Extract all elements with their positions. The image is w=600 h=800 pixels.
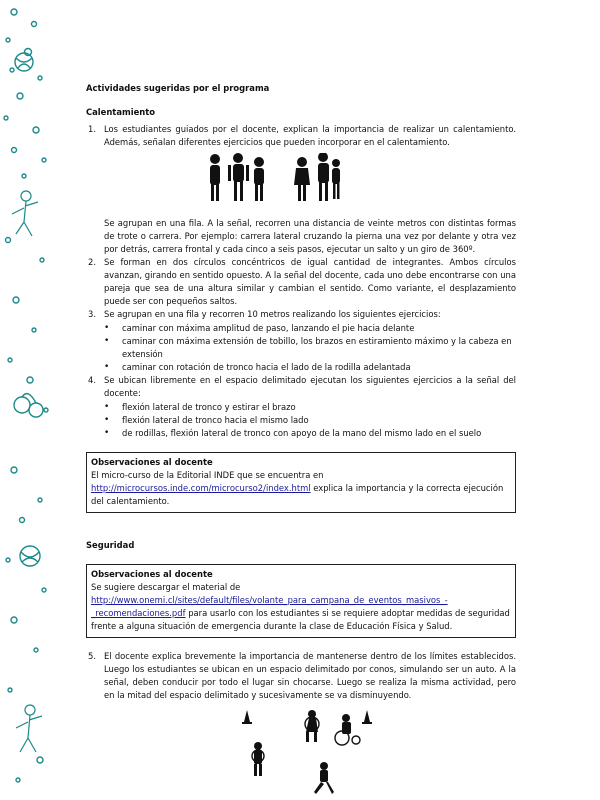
- item-5-text: El docente explica brevemente la importancia de mantenerse dentro de los límites establecidos. Luego los estudiantes se ubican en un espacio delimitado por conos, simulando ser un auto. A la señal, deben conducir por todo el lugar sin chocarse. Luego se realiza la misma actividad, pero en la mitad del espacio delimitado y sucesivamente se va disminuyendo.: [104, 651, 516, 700]
- bullet-item: • de rodillas, flexión lateral de tronco con apoyo de la mano del mismo lado en el suelo: [104, 427, 516, 440]
- warmup-heading: Calentamiento: [86, 107, 155, 117]
- list-item-1: [86, 123, 516, 256]
- children-figure: [104, 153, 516, 209]
- list-item-2: [86, 256, 516, 308]
- item-number: 2.: [88, 257, 96, 267]
- inde-link[interactable]: http://microcursos.inde.com/microcurso2/index.html: [91, 483, 311, 493]
- bullet-item: • flexión lateral de tronco hacia el mismo lado: [104, 414, 516, 427]
- page-content: [86, 82, 516, 800]
- onemi-link[interactable]: http://www.onemi.cl/sites/default/files/volante_para_campana_de_eventos_masivos_-_recomendaciones.pdf: [91, 595, 448, 618]
- item-4-bullets: [86, 401, 516, 440]
- bullet-item: • flexión lateral de tronco y estirar el brazo: [104, 401, 516, 414]
- teacher-notes-box: [86, 564, 516, 638]
- item-number: 4.: [88, 375, 96, 385]
- item-1-text-a: Los estudiantes guiados por el docente, explican la importancia de realizar un calentamiento. Además, señalan diferentes ejercicios que pueden incorporar en el calentamiento.: [104, 124, 516, 147]
- bullet-item: • caminar con rotación de tronco hacia el lado de la rodilla adelantada: [104, 361, 516, 374]
- item-number: 1.: [88, 124, 96, 134]
- teacher-notes-text: [91, 469, 511, 508]
- children-silhouettes-image: [206, 153, 341, 205]
- teacher-notes-title: Observaciones al docente: [91, 569, 213, 579]
- teacher-notes-title: Observaciones al docente: [91, 457, 213, 467]
- teacher-notes-line: Se sugiere descargar el material de: [91, 582, 241, 592]
- security-heading: Seguridad: [86, 540, 135, 550]
- driving-game-figure: [86, 708, 516, 800]
- item-number: 3.: [88, 309, 96, 319]
- teacher-notes-line: explica la importancia y la correcta ejecución del calentamiento.: [91, 483, 504, 506]
- cones-and-children-image: [206, 708, 396, 800]
- list-item-3: [86, 308, 516, 321]
- page-title: Actividades sugeridas por el programa: [86, 83, 270, 93]
- teacher-notes-line: para usarlo con los estudiantes si se requiere adoptar medidas de seguridad frente a alguna situación de emergencia durante la clase de Educación Física y Salud.: [91, 608, 510, 631]
- item-1-text-b: Se agrupan en una fila. A la señal, recorren una distancia de veinte metros con distintas formas de trote o carrera. Por ejemplo: carrera lateral cruzando la pierna una vez por delante y otra vez por detrás, carrera frontal y cada cinco a seis pasos, ejecutar un salto y un giro de 360º.: [104, 218, 516, 254]
- item-number: 5.: [88, 651, 96, 661]
- list-item-4: [86, 374, 516, 400]
- bullet-item: • caminar con máxima amplitud de paso, lanzando el pie hacia delante: [104, 322, 516, 335]
- item-4-text: Se ubican libremente en el espacio delimitado ejecutan los siguientes ejercicios a la señal del docente:: [104, 375, 516, 398]
- list-item-5: [86, 650, 516, 702]
- item-2-text: Se forman en dos círculos concéntricos de igual cantidad de integrantes. Ambos círculos avanzan, girando en sentido opuesto. A la señal del docente, cada uno debe encontrarse con una pareja que sea de una altura similar y cambian el sentido. Como variante, el desplazamiento puede ser con pequeños saltos.: [104, 257, 516, 306]
- teacher-notes-box: [86, 452, 516, 513]
- teacher-notes-text: [91, 581, 511, 633]
- item-3-bullets: [86, 322, 516, 374]
- teacher-notes-line: El micro-curso de la Editorial INDE que se encuentra en: [91, 470, 324, 480]
- margin-decoration: [0, 0, 70, 800]
- item-3-text: Se agrupan en una fila y recorren 10 metros realizando los siguientes ejercicios:: [104, 309, 441, 319]
- bullet-item: • caminar con máxima extensión de tobillo, los brazos en estiramiento máximo y la cabeza en extensión: [104, 335, 516, 361]
